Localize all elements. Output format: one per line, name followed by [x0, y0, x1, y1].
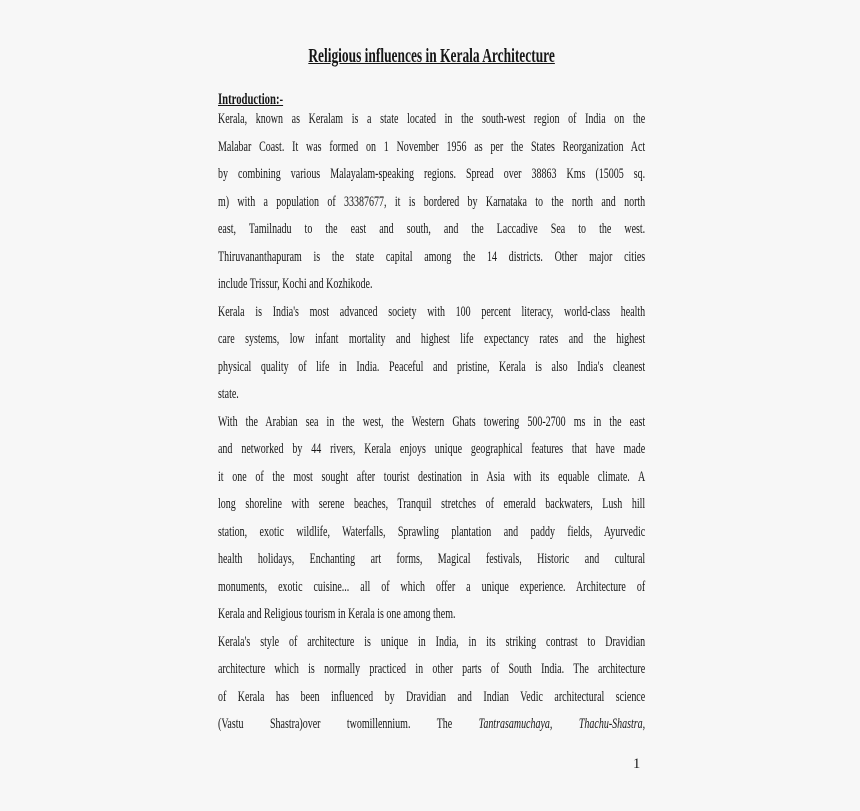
text-line: by combining various Malayalam-speaking regions. Spread over 38863 Kms (15005 sq. [218, 166, 646, 182]
text-line: monuments, exotic cuisine... all of which offer a unique experience. Architecture of [218, 578, 646, 595]
document-body [218, 106, 645, 739]
text-line: With the Arabian sea in the west, the Western Ghats towering 500-2700 ms in the east [218, 413, 646, 430]
text-line: physical quality of life in India. Peaceful and pristine, Kerala is also India's cleanest [218, 358, 646, 375]
text-segment: (Vastu Shastra)over twomillennium. The [218, 716, 479, 732]
text-line: Kerala's style of architecture is unique in India, in its striking contrast to Dravidian [218, 633, 646, 650]
text-line: Kerala is India's most advanced society with 100 percent literacy, world-class health [218, 303, 646, 320]
italic-book-title: Tantrasamuchaya, Thachu-Shastra, [478, 716, 646, 732]
text-line: of Kerala has been influenced by Dravidian and Indian Vedic architectural science [218, 688, 646, 705]
text-line: state. [218, 386, 239, 402]
text-line: Thiruvananthapuram is the state capital among the 14 districts. Other major cities [218, 248, 646, 265]
text-line: m) with a population of 33387677, it is bordered by Karnataka to the north and north [218, 193, 646, 210]
paragraph [218, 299, 645, 409]
text-line: station, exotic wildlife, Waterfalls, Sprawling plantation and paddy fields, Ayurvedic [218, 523, 646, 540]
section-heading-introduction: Introduction:- [218, 90, 284, 108]
text-line: Kerala, known as Keralam is a state located in the south-west region of India on the [218, 111, 646, 127]
paragraph [218, 629, 645, 739]
text-line: and networked by 44 rivers, Kerala enjoys unique geographical features that have made [218, 441, 646, 457]
page-title: Religious influences in Kerala Architecture [308, 46, 555, 68]
text-line: east, Tamilnadu to the east and south, and the Laccadive Sea to the west. [218, 221, 646, 237]
text-line: long shoreline with serene beaches, Tranquil stretches of emerald backwaters, Lush hill [218, 496, 646, 512]
paragraph [218, 106, 645, 299]
text-line [218, 711, 645, 739]
text-line: Kerala and Religious tourism in Kerala is one among them. [218, 606, 456, 622]
page-number: 1 [633, 756, 641, 772]
text-line: care systems, low infant mortality and highest life expectancy rates and the highest [218, 331, 646, 347]
text-line: include Trissur, Kochi and Kozhikode. [218, 276, 373, 292]
text-line: health holidays, Enchanting art forms, Magical festivals, Historic and cultural [218, 551, 646, 567]
text-line: Malabar Coast. It was formed on 1 November 1956 as per the States Reorganization Act [218, 138, 646, 155]
document-content [218, 0, 645, 811]
paragraph [218, 409, 645, 629]
text-line: it one of the most sought after tourist destination in Asia with its equable climate. A [218, 468, 646, 485]
text-line: architecture which is normally practiced in other parts of South India. The architecture [218, 661, 646, 677]
